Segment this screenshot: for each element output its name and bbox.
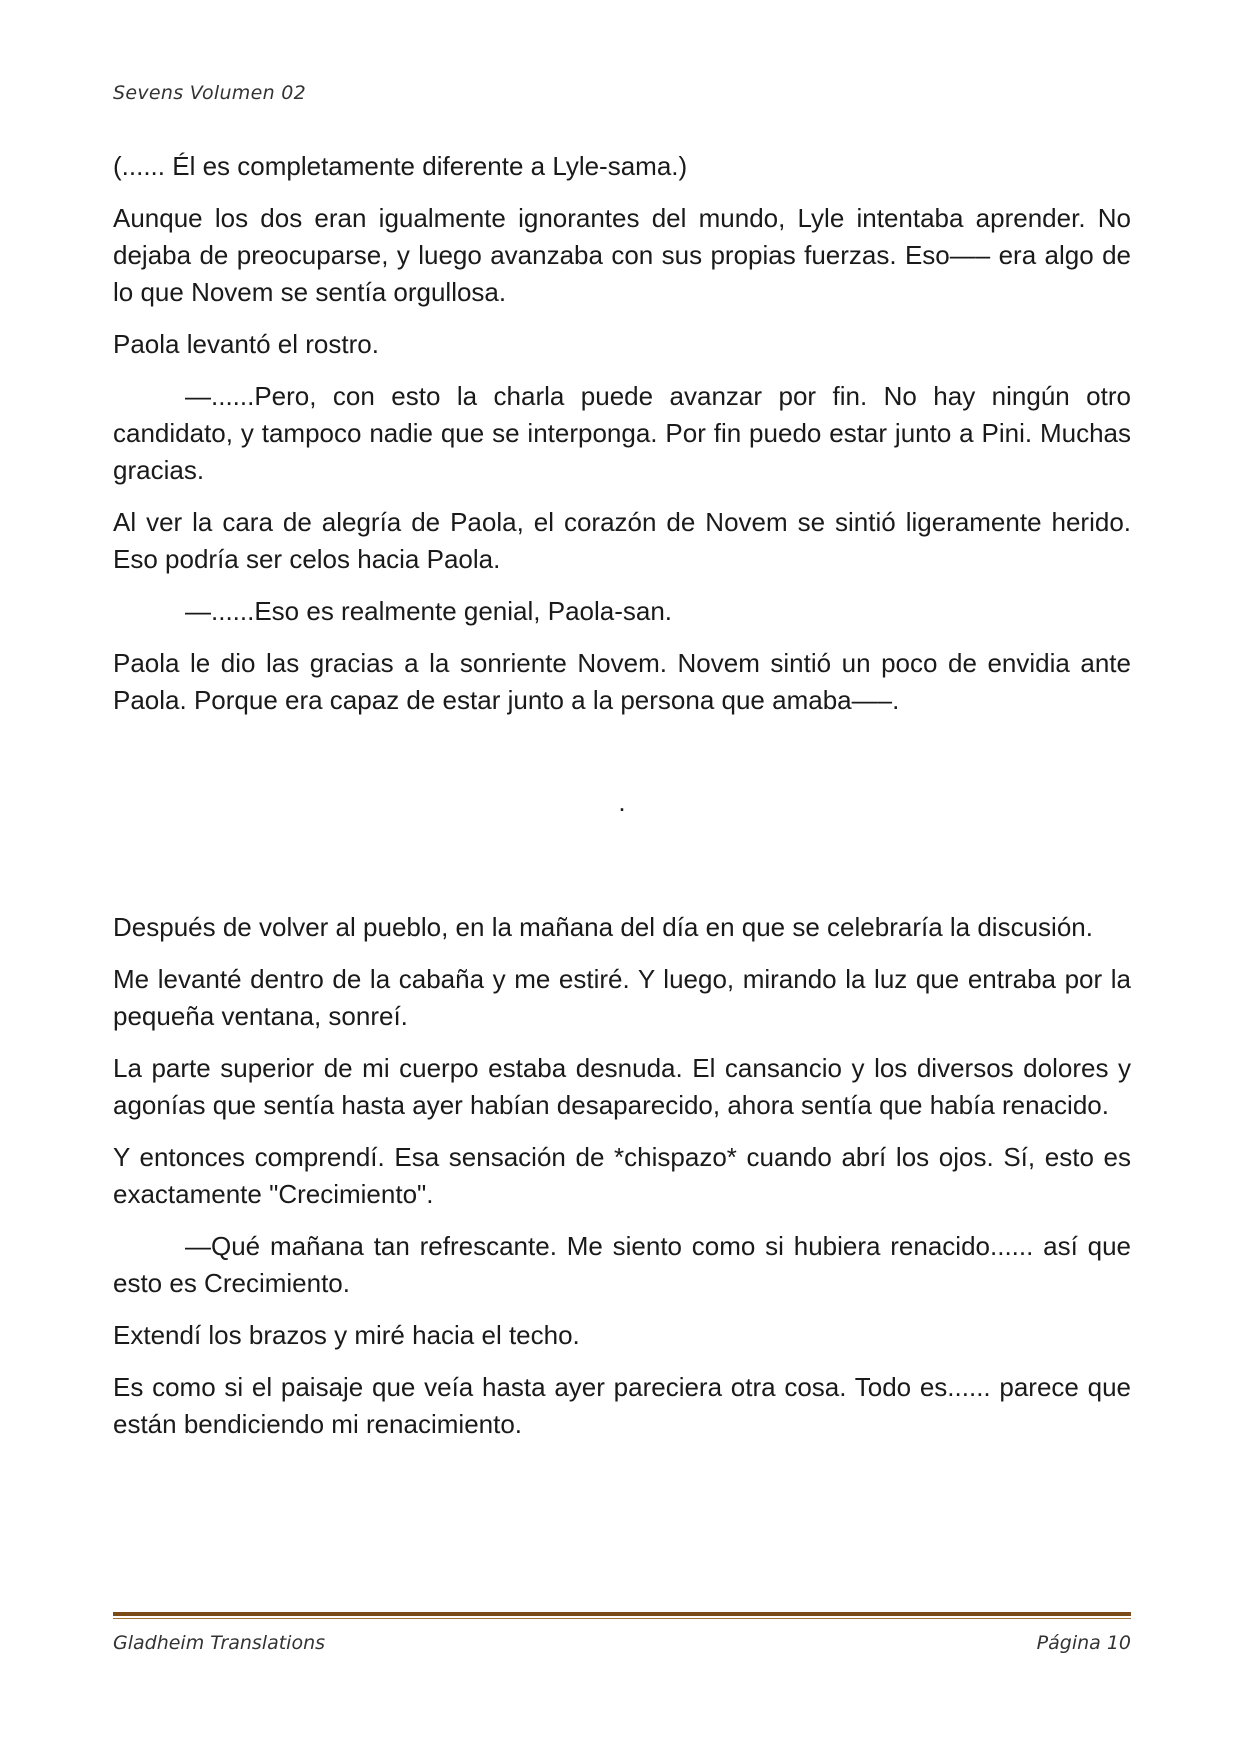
- page-body: [113, 148, 1131, 1458]
- paragraph: Después de volver al pueblo, en la mañana del día en que se celebraría la discusión.: [113, 912, 1093, 942]
- dialogue-paragraph: —......Eso es realmente genial, Paola-san.: [185, 596, 673, 626]
- footer-divider: [113, 1612, 1131, 1619]
- paragraph: Extendí los brazos y miré hacia el techo.: [113, 1320, 580, 1350]
- paragraph: Al ver la cara de alegría de Paola, el corazón de Novem se sintió ligeramente herido. Eso podría ser celos hacia Paola.: [113, 507, 1131, 574]
- dialogue-paragraph: —Qué mañana tan refrescante. Me siento como si hubiera renacido...... así que esto es Crecimiento.: [113, 1231, 1131, 1298]
- page-number: Página 10: [1036, 1632, 1131, 1654]
- dialogue-paragraph: —......Pero, con esto la charla puede avanzar por fin. No hay ningún otro candidato, y tampoco nadie que se interponga. Por fin puedo estar junto a Pini. Muchas gracias.: [113, 381, 1131, 485]
- paragraph: La parte superior de mi cuerpo estaba desnuda. El cansancio y los diversos dolores y agonías que sentía hasta ayer habían desaparecido, ahora sentía que había renacido.: [113, 1053, 1131, 1120]
- paragraph: Es como si el paisaje que veía hasta ayer pareciera otra cosa. Todo es...... parece que están bendiciendo mi renacimiento.: [113, 1372, 1131, 1439]
- paragraph: Aunque los dos eran igualmente ignorantes del mundo, Lyle intentaba aprender. No dejaba de preocuparse, y luego avanzaba con sus propias fuerzas. Eso—– era algo de lo que Novem se sentía orgullosa.: [113, 203, 1131, 307]
- paragraph: Paola levantó el rostro.: [113, 329, 379, 359]
- paragraph: Me levanté dentro de la cabaña y me estiré. Y luego, mirando la luz que entraba por la pequeña ventana, sonreí.: [113, 964, 1131, 1031]
- footer-divider-thick-line: [113, 1612, 1131, 1616]
- paragraph: Paola le dio las gracias a la sonriente Novem. Novem sintió un poco de envidia ante Paola. Porque era capaz de estar junto a la persona que amaba—–.: [113, 648, 1131, 715]
- running-header: Sevens Volumen 02: [113, 82, 307, 104]
- paragraph: Y entonces comprendí. Esa sensación de *chispazo* cuando abrí los ojos. Sí, esto es exactamente "Crecimiento".: [113, 1142, 1131, 1209]
- scene-separator: .: [618, 787, 626, 817]
- footer-divider-thin-line: [113, 1618, 1131, 1619]
- footer-credit: Gladheim Translations: [113, 1632, 326, 1654]
- paragraph: (...... Él es completamente diferente a Lyle-sama.): [113, 151, 688, 181]
